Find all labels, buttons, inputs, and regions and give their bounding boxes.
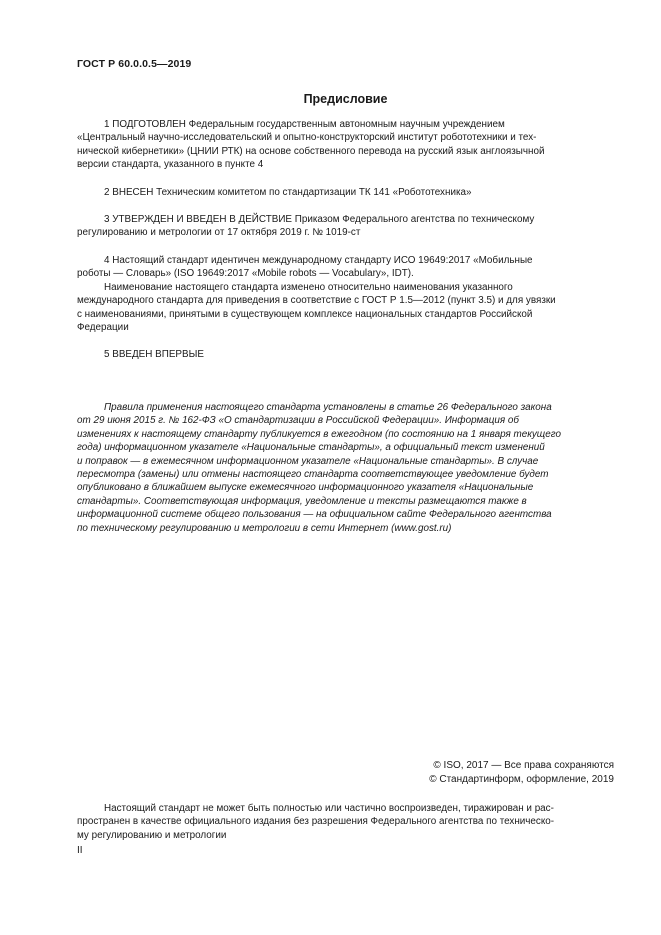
foreword-item-5	[77, 348, 614, 361]
foreword-item-1-line: «Центральный научно-исследовательский и опытно-конструкторский институт робототехники и тех-	[77, 132, 537, 144]
foreword-item-2-line: 2 ВНЕСЕН Техническим комитетом по стандартизации ТК 141 «Робототехника»	[104, 187, 472, 198]
notice-line: от 29 июня 2015 г. № 162-ФЗ «О стандартизации в Российской Федерации». Информация об	[77, 415, 519, 427]
application-rules-notice	[77, 401, 614, 535]
notice-line: по техническому регулированию и метрологии в сети Интернет (www.gost.ru)	[77, 522, 452, 534]
foreword-item-4-note-line: Наименование настоящего стандарта изменено относительно наименования указанного	[104, 281, 513, 293]
foreword-item-3-line: регулированию и метрологии от 17 октября 2019 г. № 1019-ст	[77, 227, 361, 239]
foreword-item-4-note-line: международного стандарта для приведения в соответствие с ГОСТ Р 1.5—2012 (пункт 3.5) и для увязки	[77, 295, 556, 307]
foreword-item-4-line: роботы — Словарь» (ISO 19649:2017 «Mobile robots — Vocabulary», IDT).	[77, 268, 414, 280]
standard-code-header: ГОСТ Р 60.0.0.5—2019	[77, 58, 192, 70]
reproduction-notice	[77, 802, 614, 842]
foreword-item-1-line: версии стандарта, указанного в пункте 4	[77, 159, 264, 171]
notice-line: информационной системе общего пользования — на официальном сайте Федерального агентства	[77, 509, 552, 521]
copyright-standartinform: © Стандартинформ, оформление, 2019	[429, 774, 614, 785]
foreword-item-1-line: нической кибернетики» (ЦНИИ РТК) на основе собственного перевода на русский язык англоязычной	[77, 145, 545, 157]
foreword-item-1-line: 1 ПОДГОТОВЛЕН Федеральным государственным автономным научным учреждением	[104, 119, 505, 130]
foreword-item-4-note-line: с наименованиями, принятыми в существующем комплексе национальных стандартов Российской	[77, 308, 533, 320]
foreword-item-2	[77, 186, 614, 199]
notice-line: опубликовано в ближайшем выпуске ежемесячного информационного указателя «Национальные	[77, 482, 534, 494]
copyright-iso: © ISO, 2017 — Все права сохраняются	[433, 760, 614, 771]
foreword-item-4-line: 4 Настоящий стандарт идентичен международному стандарту ИСО 19649:2017 «Мобильные	[104, 255, 533, 266]
foreword-item-5-line: 5 ВВЕДЕН ВПЕРВЫЕ	[104, 349, 204, 360]
notice-line: стандарты». Соответствующая информация, уведомление и тексты размещаются также в	[77, 495, 527, 507]
page-number: II	[77, 845, 83, 856]
foreword-item-3	[77, 213, 614, 240]
notice-line: изменениях к настоящему стандарту публикуется в ежегодном (по состоянию на 1 января текущего	[77, 428, 561, 440]
reproduction-notice-line: пространен в качестве официального издания без разрешения Федерального агентства по техническо-	[77, 816, 555, 828]
foreword-item-4-note-line: Федерации	[77, 322, 129, 334]
page-title: Предисловие	[303, 92, 388, 106]
foreword-item-1	[77, 118, 614, 172]
reproduction-notice-line: Настоящий стандарт не может быть полностью или частично воспроизведен, тиражирован и рас-	[104, 803, 554, 814]
copyright-block	[429, 759, 614, 787]
notice-line: года) информационном указателе «Национальные стандарты», а официальный текст изменений	[77, 442, 545, 454]
notice-line: Правила применения настоящего стандарта установлены в статье 26 Федерального закона	[104, 402, 552, 413]
foreword-item-4	[77, 254, 614, 334]
notice-line: и поправок — в ежемесячном информационном указателе «Национальные стандарты». В случае	[77, 455, 539, 467]
notice-line: пересмотра (замены) или отмены настоящего стандарта соответствующее уведомление будет	[77, 469, 549, 481]
reproduction-notice-line: му регулированию и метрологии	[77, 829, 227, 841]
foreword-item-3-line: 3 УТВЕРЖДЕН И ВВЕДЕН В ДЕЙСТВИЕ Приказом Федерального агентства по техническому	[104, 214, 535, 225]
